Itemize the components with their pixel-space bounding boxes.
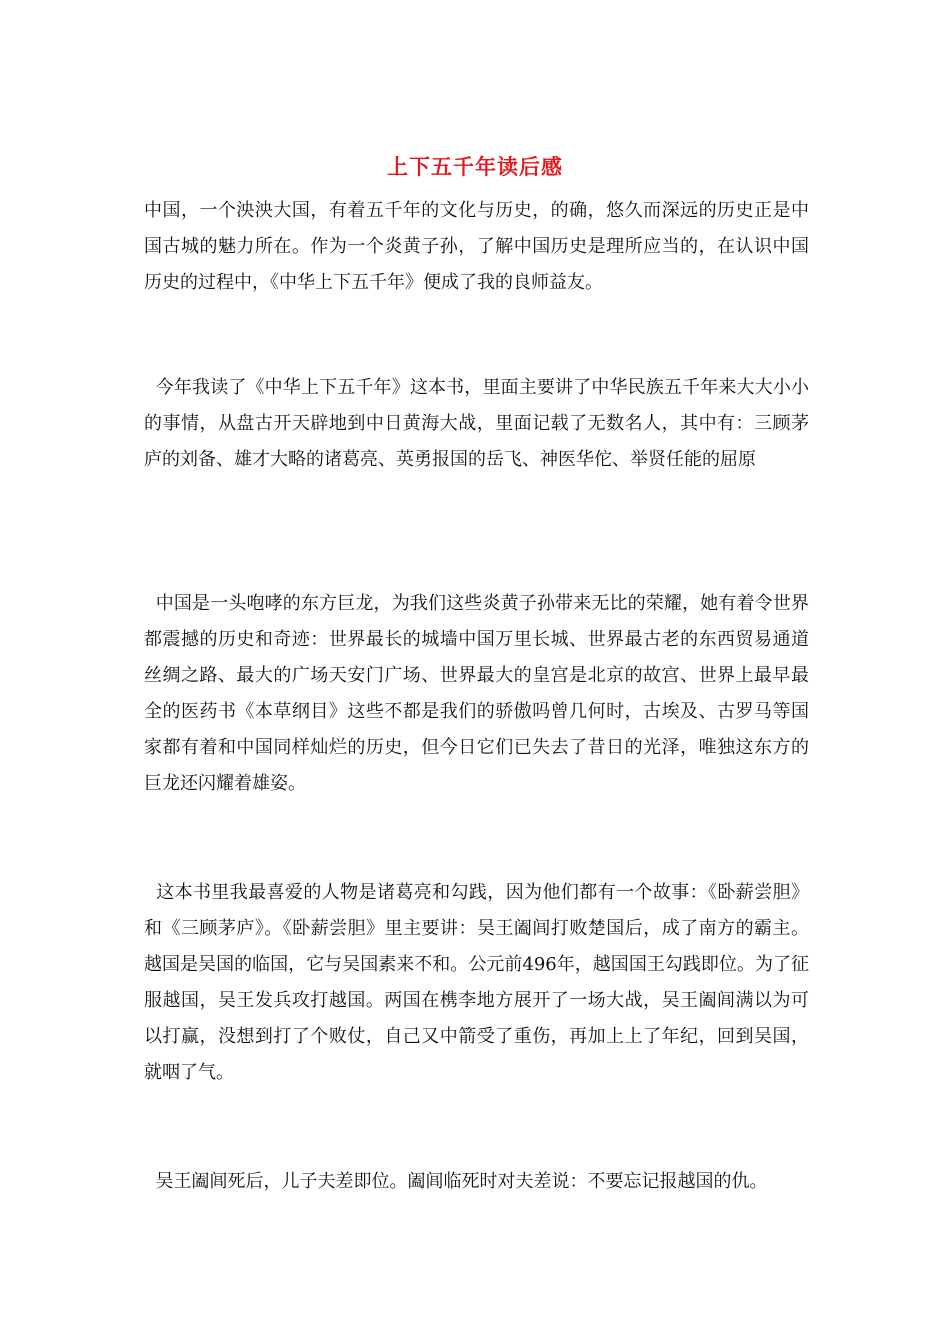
paragraph-china-wonders: 中国是一头咆哮的东方巨龙，为我们这些炎黄子孙带来无比的荣耀，她有着令世界都震撼的历史和奇迹：世界最长的城墙中国万里长城、世界最古老的东西贸易通道丝绸之路、最大的广场天安门广场、世界最大的皇宫是北京的故宫、世界上最早最全的医药书《本草纲目》这些不都是我们的骄傲吗曾几何时，古埃及、古罗马等国家都有着和中国同样灿烂的历史，但今日它们已失去了昔日的光泽，唯独这东方的巨龙还闪耀着雄姿。 — [144, 593, 809, 794]
paragraph-fuchai: 吴王阖闾死后，儿子夫差即位。阖闾临死时对夫差说：不要忘记报越国的仇。 — [144, 1171, 768, 1192]
paragraph-intro: 中国，一个泱泱大国，有着五千年的文化与历史，的确，悠久而深远的历史正是中国古城的魅力所在。作为一个炎黄子孙，了解中国历史是理所应当的，在认识中国历史的过程中，《中华上下五千年》便成了我的良师益友。 — [144, 200, 809, 293]
document-title: 上下五千年读后感 — [387, 154, 563, 179]
paragraph-book-summary: 今年我读了《中华上下五千年》这本书，里面主要讲了中华民族五千年来大大小小的事情，从盘古开天辟地到中日黄海大战，里面记载了无数名人，其中有：三顾茅庐的刘备、雄才大略的诸葛亮、英勇报国的岳飞、神医华佗、举贤任能的屈原 — [144, 377, 809, 470]
paragraph-favorite-characters: 这本书里我最喜爱的人物是诸葛亮和勾践，因为他们都有一个故事：《卧薪尝胆》和《三顾茅庐》。《卧薪尝胆》里主要讲：吴王阖闾打败楚国后，成了南方的霸主。越国是吴国的临国，它与吴国素来不和。公元前496年，越国国王勾践即位。为了征服越国，吴王发兵攻打越国。两国在槜李地方展开了一场大战，吴王阖闾满以为可以打赢，没想到打了个败仗，自己又中箭受了重伤，再加上上了年纪，回到吴国，就咽了气。 — [144, 882, 809, 1083]
